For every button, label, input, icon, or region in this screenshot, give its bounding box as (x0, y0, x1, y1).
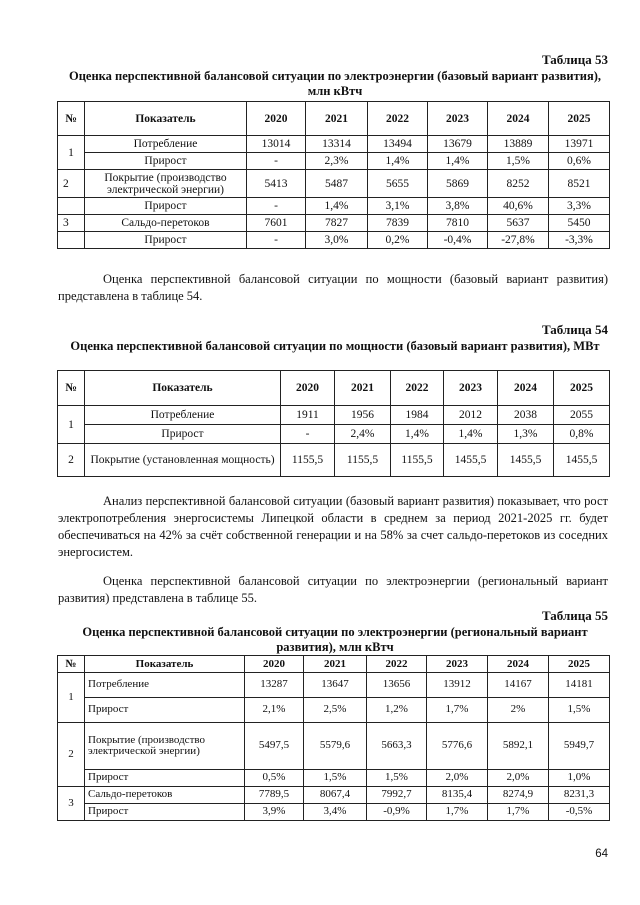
header-indicator: Показатель (85, 656, 245, 673)
table-row (58, 232, 610, 249)
cell-value: 2,5% (304, 698, 367, 723)
cell-value: 0,2% (368, 232, 428, 249)
cell-value: 8135,4 (427, 787, 488, 804)
row-number: 1 (58, 136, 85, 170)
table-54-caption: Оценка перспективной балансовой ситуации по мощности (базовый вариант развития), МВт (70, 339, 600, 353)
table-row (58, 804, 610, 821)
cell-value: 7992,7 (367, 787, 427, 804)
table-row (58, 198, 610, 215)
cell-value: 1,2% (367, 698, 427, 723)
cell-value: 1,4% (368, 153, 428, 170)
row-number: 3 (58, 215, 85, 232)
cell-value: 1,5% (488, 153, 549, 170)
row-number: 1 (58, 673, 85, 723)
cell-value: 5579,6 (304, 723, 367, 770)
cell-value: 3,0% (306, 232, 368, 249)
table-54 (57, 370, 610, 477)
table-row (58, 406, 610, 425)
header-year: 2025 (554, 371, 610, 406)
cell-value: 5892,1 (488, 723, 549, 770)
table-header-row (58, 102, 610, 136)
row-indicator: Потребление (85, 136, 247, 153)
header-year: 2023 (428, 102, 488, 136)
row-indicator: Покрытие (производство электрической энергии) (85, 723, 245, 770)
table-row (58, 723, 610, 770)
cell-value: 1455,5 (554, 444, 610, 477)
cell-value: 2038 (498, 406, 554, 425)
cell-value: 3,8% (428, 198, 488, 215)
row-number: 2 (58, 170, 85, 198)
table-header-row (58, 371, 610, 406)
cell-value: 8252 (488, 170, 549, 198)
cell-value: 13287 (245, 673, 304, 698)
table-row (58, 770, 610, 787)
table-53-caption: Оценка перспективной балансовой ситуации по электроэнергии (базовый вариант развития), млн кВтч (68, 69, 602, 98)
cell-value: 5949,7 (549, 723, 610, 770)
cell-value: 2,4% (335, 425, 391, 444)
header-year: 2025 (549, 102, 610, 136)
row-indicator: Прирост (85, 698, 245, 723)
cell-value: 0,8% (554, 425, 610, 444)
header-year: 2024 (498, 371, 554, 406)
table-54-label: Таблица 54 (541, 322, 608, 337)
row-indicator: Потребление (85, 673, 245, 698)
header-year: 2021 (335, 371, 391, 406)
cell-value: 2,3% (306, 153, 368, 170)
row-indicator: Покрытие (производство электрической энергии) (85, 170, 247, 198)
header-year: 2021 (304, 656, 367, 673)
row-indicator: Прирост (85, 804, 245, 821)
cell-value: 7601 (247, 215, 306, 232)
cell-value: 1,7% (427, 804, 488, 821)
cell-value: 2% (488, 698, 549, 723)
table-row (58, 153, 610, 170)
row-indicator: Прирост (85, 425, 281, 444)
cell-value: 8231,3 (549, 787, 610, 804)
cell-value: -27,8% (488, 232, 549, 249)
cell-value: 1455,5 (444, 444, 498, 477)
table-row (58, 673, 610, 698)
cell-value: -3,3% (549, 232, 610, 249)
header-num: № (58, 102, 85, 136)
header-year: 2023 (427, 656, 488, 673)
header-num: № (58, 656, 85, 673)
cell-value: 13014 (247, 136, 306, 153)
cell-value: 5655 (368, 170, 428, 198)
header-indicator: Показатель (85, 102, 247, 136)
paragraph-2 (58, 493, 608, 561)
cell-value: 8521 (549, 170, 610, 198)
header-indicator: Показатель (85, 371, 281, 406)
cell-value: -0,4% (428, 232, 488, 249)
header-year: 2022 (367, 656, 427, 673)
row-indicator: Сальдо-перетоков (85, 787, 245, 804)
cell-value: 1,3% (498, 425, 554, 444)
cell-value: 5487 (306, 170, 368, 198)
header-year: 2024 (488, 102, 549, 136)
cell-value: 1,4% (428, 153, 488, 170)
row-indicator: Прирост (85, 232, 247, 249)
header-year: 2022 (368, 102, 428, 136)
cell-value: 13647 (304, 673, 367, 698)
table-55 (57, 655, 610, 821)
cell-value: -0,9% (367, 804, 427, 821)
cell-value: 13494 (368, 136, 428, 153)
paragraph-3 (58, 573, 608, 607)
paragraph-1 (58, 271, 608, 305)
cell-value: - (247, 153, 306, 170)
row-number: 3 (58, 787, 85, 821)
cell-value: 14181 (549, 673, 610, 698)
row-indicator: Сальдо-перетоков (85, 215, 247, 232)
cell-value: 1455,5 (498, 444, 554, 477)
cell-value: 5413 (247, 170, 306, 198)
cell-value: 1,5% (304, 770, 367, 787)
row-indicator: Прирост (85, 770, 245, 787)
cell-value: 1,4% (306, 198, 368, 215)
cell-value: 5497,5 (245, 723, 304, 770)
cell-value: - (247, 232, 306, 249)
cell-value: 14167 (488, 673, 549, 698)
cell-value: 1,5% (367, 770, 427, 787)
table-row (58, 215, 610, 232)
cell-value: 1911 (281, 406, 335, 425)
header-year: 2023 (444, 371, 498, 406)
cell-value: - (281, 425, 335, 444)
table-header-row (58, 656, 610, 673)
table-55-label: Таблица 55 (541, 608, 608, 623)
cell-value: 7789,5 (245, 787, 304, 804)
cell-value: 1,7% (427, 698, 488, 723)
cell-value: 1155,5 (391, 444, 444, 477)
table-53-label: Таблица 53 (541, 52, 608, 67)
cell-value: 1,4% (391, 425, 444, 444)
row-number: 2 (58, 444, 85, 477)
table-55-caption: Оценка перспективной балансовой ситуации по электроэнергии (региональный вариант развития), млн кВтч (82, 625, 588, 654)
row-number-empty (58, 198, 85, 215)
cell-value: - (247, 198, 306, 215)
cell-value: 5869 (428, 170, 488, 198)
cell-value: 5637 (488, 215, 549, 232)
cell-value: 3,1% (368, 198, 428, 215)
row-number: 1 (58, 406, 85, 444)
paragraph-1-text: Оценка перспективной балансовой ситуации по мощности (базовый вариант развития) представлена в таблице 54. (58, 272, 608, 303)
cell-value: 1,7% (488, 804, 549, 821)
cell-value: 2,0% (488, 770, 549, 787)
cell-value: 2012 (444, 406, 498, 425)
cell-value: 7827 (306, 215, 368, 232)
cell-value: 1155,5 (335, 444, 391, 477)
paragraph-3-text: Оценка перспективной балансовой ситуации по электроэнергии (региональный вариант развития) представлена в таблице 55. (58, 574, 608, 605)
cell-value: 2,1% (245, 698, 304, 723)
cell-value: 0,5% (245, 770, 304, 787)
table-row (58, 425, 610, 444)
cell-value: 5450 (549, 215, 610, 232)
cell-value: 1,0% (549, 770, 610, 787)
table-row (58, 444, 610, 477)
cell-value: 1155,5 (281, 444, 335, 477)
row-number-empty (58, 232, 85, 249)
header-year: 2022 (391, 371, 444, 406)
cell-value: 13971 (549, 136, 610, 153)
table-row (58, 698, 610, 723)
cell-value: 13656 (367, 673, 427, 698)
header-year: 2020 (245, 656, 304, 673)
row-indicator: Прирост (85, 198, 247, 215)
table-53 (57, 101, 610, 249)
table-row (58, 170, 610, 198)
cell-value: 8274,9 (488, 787, 549, 804)
header-year: 2024 (488, 656, 549, 673)
cell-value: 1984 (391, 406, 444, 425)
cell-value: 7839 (368, 215, 428, 232)
cell-value: 1,4% (444, 425, 498, 444)
cell-value: 3,4% (304, 804, 367, 821)
cell-value: 13889 (488, 136, 549, 153)
cell-value: 5776,6 (427, 723, 488, 770)
cell-value: 7810 (428, 215, 488, 232)
cell-value: 3,3% (549, 198, 610, 215)
cell-value: 5663,3 (367, 723, 427, 770)
table-row (58, 136, 610, 153)
cell-value: 0,6% (549, 153, 610, 170)
cell-value: 8067,4 (304, 787, 367, 804)
page-number: 64 (595, 848, 608, 860)
header-year: 2020 (247, 102, 306, 136)
row-indicator: Прирост (85, 153, 247, 170)
header-year: 2025 (549, 656, 610, 673)
header-num: № (58, 371, 85, 406)
cell-value: 2,0% (427, 770, 488, 787)
cell-value: 2055 (554, 406, 610, 425)
cell-value: 3,9% (245, 804, 304, 821)
cell-value: 13314 (306, 136, 368, 153)
cell-value: 13679 (428, 136, 488, 153)
cell-value: 1956 (335, 406, 391, 425)
paragraph-2-text: Анализ перспективной балансовой ситуации (базовый вариант развития) показывает, что рост электропотребления энергосистемы Липецкой области в среднем за период 2021-2025 гг. будет обеспечиваться на 42% за счёт собственной генерации и на 58% за счет сальдо-перетоков из соседних энергосистем. (58, 494, 608, 559)
row-indicator: Покрытие (установленная мощность) (85, 444, 281, 477)
header-year: 2020 (281, 371, 335, 406)
row-indicator: Потребление (85, 406, 281, 425)
cell-value: 40,6% (488, 198, 549, 215)
cell-value: 1,5% (549, 698, 610, 723)
cell-value: 13912 (427, 673, 488, 698)
cell-value: -0,5% (549, 804, 610, 821)
table-row (58, 787, 610, 804)
header-year: 2021 (306, 102, 368, 136)
row-number: 2 (58, 723, 85, 787)
